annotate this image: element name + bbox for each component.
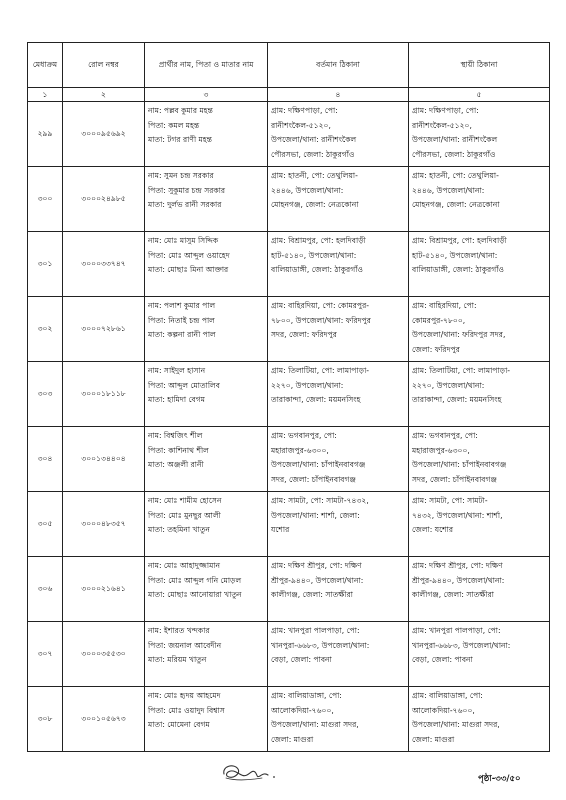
serial-number: ৩০১ — [28, 232, 63, 297]
column-number: ১ — [28, 88, 63, 102]
candidate-info-line: মাতা: তহমিনা খাতুন — [148, 525, 210, 534]
permanent-address — [409, 297, 550, 362]
present-address-line: আলোকদিয়া-৭৬০০, — [271, 705, 334, 715]
present-address-line: গ্রাম: তিলাটিয়া, পো: লামাপাড়া- — [271, 366, 370, 375]
present-address-line: গ্রাম: বাহিরদিয়া, পো: কোমরপুর- — [271, 301, 369, 310]
table-row — [28, 102, 550, 167]
table-row — [28, 427, 550, 492]
present-address-line: সদর, জেলা: ফরিদপুর — [271, 330, 337, 339]
header-serial: মেধাক্রম — [28, 43, 63, 88]
permanent-address — [409, 492, 550, 557]
roll-number: ৩০০১৩৪৪০৪ — [63, 427, 145, 492]
candidate-info — [145, 102, 268, 167]
present-address — [268, 297, 409, 362]
present-address — [268, 687, 409, 752]
present-address — [268, 557, 409, 622]
signature-mark — [216, 760, 278, 786]
present-address — [268, 167, 409, 232]
permanent-address-line: উপজেলা/থানা: মাগুরা সদর, — [412, 720, 500, 729]
present-address — [268, 232, 409, 297]
permanent-address-line: উপজেলা/থানা: চাঁপাইনবাবগঞ্জ — [412, 460, 507, 469]
permanent-address-line: সদর, জেলা: চাঁপাইনবাবগঞ্জ — [412, 474, 497, 484]
table-row — [28, 362, 550, 427]
candidate-info-line: মাতা: টগর রাণী মহন্ত — [148, 135, 212, 144]
header-roll: রোল নম্বর — [63, 43, 145, 88]
serial-number: ৩০৫ — [28, 492, 63, 557]
roll-number: ৩০০১০৫৬৭৩ — [63, 687, 145, 752]
roll-number: ৩০০০৩৫৫৩০ — [63, 622, 145, 687]
present-address-line: উপজেলা/থানা: রানীশংকৈল — [271, 135, 357, 144]
present-address-line: গ্রাম: বালিয়াডাঙ্গা, পো: — [271, 691, 342, 700]
permanent-address-line: ৭৪৩২, উপজেলা/থানা: শার্শা, — [412, 510, 503, 520]
present-address-line: বেড়া, জেলা: পাবনা — [271, 655, 332, 664]
table-row — [28, 492, 550, 557]
roll-number: ৩০০০৭২৮৬১ — [63, 297, 145, 362]
present-address-line: পৌরসভা, জেলা: ঠাকুরগাঁও — [271, 149, 355, 159]
candidate-info-line: পিতা: জয়নাল আবেদীন — [148, 640, 222, 650]
table-row — [28, 297, 550, 362]
candidate-info-line: নাম: পল্লব কুমার মহন্ত — [148, 106, 213, 115]
permanent-address-line: কালীগঞ্জ, জেলা: সাতক্ষীরা — [412, 590, 494, 599]
candidate-info-line: মাতা: মোমেনা বেগম — [148, 720, 210, 729]
candidate-info-line: মাতা: মরিয়ম খাতুন — [148, 655, 207, 664]
table-row — [28, 167, 550, 232]
candidate-info-line: নাম: পলাশ কুমার পাল — [148, 301, 216, 310]
present-address-line: রানীশংকৈল-৫১২০, — [271, 120, 331, 130]
present-address-line: জেলা: মাগুরা — [271, 734, 314, 744]
permanent-address-line: গ্রাম: তিলাটিয়া, পো: লামাপাড়া- — [412, 366, 511, 375]
permanent-address-line: রানীশংকৈল-৫১২০, — [412, 120, 472, 130]
present-address-line: গ্রাম: খানপুরা পালপাড়া, পো: — [271, 626, 360, 635]
table-row — [28, 622, 550, 687]
permanent-address-line: গ্রাম: খানপুরা পালপাড়া, পো: — [412, 626, 501, 635]
serial-number: ৩০৬ — [28, 557, 63, 622]
permanent-address-line: গ্রাম: বিশ্রামপুর, পো: হলদিবাড়ী — [412, 236, 507, 245]
permanent-address-line: গ্রাম: হাতনী, পো: তেথুলিয়া- — [412, 171, 499, 180]
present-address-line: শ্রীপুর-৯৪৪০, উপজেলা/থানা: — [271, 575, 364, 585]
candidate-info-line: মাতা: মোছাঃ মিনা আক্তার — [148, 265, 229, 274]
candidate-info-line: নাম: ইশারত খন্দকার — [148, 626, 210, 635]
present-address-line: গ্রাম: দক্ষিণ শ্রীপুর, পো: দক্ষিণ — [271, 561, 362, 570]
permanent-address-line: উপজেলা/থানা: ফরিদপুর সদর, — [412, 330, 506, 339]
serial-number: ৩০৪ — [28, 427, 63, 492]
candidate-info-line: মাতা: কল্পনা রানী পাল — [148, 330, 216, 339]
permanent-address-line: গ্রাম: বালিয়াডাঙ্গা, পো: — [412, 691, 483, 700]
column-number: ৫ — [409, 88, 550, 102]
present-address-line: গ্রাম: সামটা, পো: সামটা-৭৪৩২, — [271, 496, 369, 505]
present-address-line: মোহনগঞ্জ, জেলা: নেত্রকোনা — [271, 200, 359, 209]
permanent-address-line: জেলা: ফরিদপুর — [412, 344, 460, 354]
candidate-info — [145, 492, 268, 557]
candidate-info-line: পিতা: মোঃ আব্দুল ওয়াহেদ — [148, 250, 230, 260]
present-address-line: উপজেলা/থানা: মাগুরা সদর, — [271, 720, 359, 729]
permanent-address-line: আলোকদিয়া-৭৬০০, — [412, 705, 475, 715]
present-address-line: গ্রাম: ভগবানপুর, পো: — [271, 431, 337, 440]
present-address — [268, 102, 409, 167]
serial-number: ৩০০ — [28, 167, 63, 232]
permanent-address-line: বালিয়াডাঙ্গী, জেলা: ঠাকুরগাঁও — [412, 265, 504, 274]
permanent-address-line: কোমরপুর-৭৮০০, — [412, 315, 466, 325]
roll-number: ৩০০০২৪৯৮৫ — [63, 167, 145, 232]
roll-number: ৩০০০১৮১১৮ — [63, 362, 145, 427]
present-address — [268, 427, 409, 492]
permanent-address-line: গ্রাম: দক্ষিণপাড়া, পো: — [412, 106, 479, 115]
present-address-line: তারাকান্দা, জেলা: ময়মনসিংহ — [271, 395, 361, 404]
permanent-address-line: শ্রীপুর-৯৪৪০, উপজেলা/থানা: — [412, 575, 505, 585]
present-address-line: যশোর — [271, 525, 290, 534]
candidate-info-line: মাতা: অঞ্জলী রানী — [148, 460, 204, 469]
candidate-info-line: পিতা: সুকুমার চন্দ্র সরকার — [148, 185, 226, 195]
serial-number: ৩০৮ — [28, 687, 63, 752]
present-address — [268, 362, 409, 427]
present-address-line: উপজেলা/থানা: শার্শা, জেলা: — [271, 510, 360, 520]
candidate-info-line: পিতা: নিতাই চন্দ্র পাল — [148, 315, 215, 325]
permanent-address-line: ২২৭০, উপজেলা/থানা: — [412, 380, 485, 390]
candidate-info-line: পিতা: কাশিনাথ শীল — [148, 445, 209, 455]
roll-number: ৩০০০২১৬৪১ — [63, 557, 145, 622]
candidate-info — [145, 622, 268, 687]
permanent-address — [409, 557, 550, 622]
present-address-line: গ্রাম: হাতনী, পো: তেথুলিয়া- — [271, 171, 358, 180]
candidate-info — [145, 557, 268, 622]
candidate-info — [145, 427, 268, 492]
candidate-info-line: পিতা: আব্দুল মোতালিব — [148, 380, 220, 390]
permanent-address-line: গ্রাম: সামটা, পো: সামটা- — [412, 496, 488, 505]
permanent-address-line: খানপুরা-৬৬৮৩, উপজেলা/থানা: — [412, 640, 511, 650]
candidate-info-line: পিতা: মোঃ মুনছুর আলী — [148, 510, 221, 520]
permanent-address — [409, 362, 550, 427]
present-address-line: গ্রাম: বিশ্রামপুর, পো: হলদিবাড়ী — [271, 236, 366, 245]
present-address-line: ২৪৪৬, উপজেলা/থানা: — [271, 185, 344, 195]
permanent-address-line: উপজেলা/থানা: রানীশংকৈল — [412, 135, 498, 144]
serial-number: ৩০৩ — [28, 362, 63, 427]
candidate-info-line: নাম: মোঃ হৃদয় আহমেদ — [148, 691, 221, 700]
serial-number: ৩০৭ — [28, 622, 63, 687]
candidate-info-line: নাম: মোঃ মাসুম সিদ্দিক — [148, 236, 219, 245]
roll-number: ৩০০০৪৮৩৫৭ — [63, 492, 145, 557]
permanent-address-line: গ্রাম: বাহিরদিয়া, পো: — [412, 301, 477, 310]
column-number: ৪ — [268, 88, 409, 102]
present-address-line: হাট-৫১৪০, উপজেলা/থানা: — [271, 250, 357, 260]
roll-number: ৩০০০৯৫৬৯২ — [63, 102, 145, 167]
permanent-address-line: মহারাজপুর-৬৩০০, — [412, 445, 470, 455]
permanent-address-line: গ্রাম: ভগবানপুর, পো: — [412, 431, 478, 440]
permanent-address — [409, 427, 550, 492]
column-number: ২ — [63, 88, 145, 102]
candidate-info — [145, 232, 268, 297]
header-permanent-address: স্থায়ী ঠিকানা — [409, 43, 550, 88]
candidate-table — [27, 42, 550, 752]
permanent-address-line: হাট-৫১৪০, উপজেলা/থানা: — [412, 250, 498, 260]
permanent-address-line: তারাকান্দা, জেলা: ময়মনসিংহ — [412, 395, 502, 404]
present-address-line: গ্রাম: দক্ষিণপাড়া, পো: — [271, 106, 338, 115]
header-present-address: বর্তমান ঠিকানা — [268, 43, 409, 88]
permanent-address — [409, 232, 550, 297]
table-row — [28, 232, 550, 297]
candidate-info-line: নাম: সুমন চন্দ্র সরকার — [148, 171, 214, 180]
permanent-address-line: বেড়া, জেলা: পাবনা — [412, 655, 473, 664]
permanent-address — [409, 102, 550, 167]
permanent-address-line: গ্রাম: দক্ষিণ শ্রীপুর, পো: দক্ষিণ — [412, 561, 503, 570]
column-number: ৩ — [145, 88, 268, 102]
candidate-info — [145, 167, 268, 232]
candidate-info-line: পিতা: মোঃ ওয়াদুদ বিশ্বাস — [148, 705, 225, 715]
present-address — [268, 622, 409, 687]
present-address-line: খানপুরা-৬৬৮৩, উপজেলা/থানা: — [271, 640, 370, 650]
column-number-row — [28, 88, 550, 102]
present-address-line: মহারাজপুর-৬৩০০, — [271, 445, 329, 455]
candidate-info-line: মাতা: মোছাঃ আনোয়ারা খাতুন — [148, 590, 242, 599]
present-address-line: বালিয়াডাঙ্গী, জেলা: ঠাকুরগাঁও — [271, 265, 363, 274]
present-address — [268, 492, 409, 557]
permanent-address-line: জেলা: যশোর — [412, 525, 454, 534]
present-address-line: ৭৮০০, উপজেলা/থানা: ফরিদপুর — [271, 315, 371, 325]
candidate-info-line: নাম: বিশ্বজিৎ শীল — [148, 431, 203, 440]
permanent-address-line: জেলা: মাগুরা — [412, 734, 455, 744]
roll-number: ৩০০০৩৩৭৪৭ — [63, 232, 145, 297]
present-address-line: উপজেলা/থানা: চাঁপাইনবাবগঞ্জ — [271, 460, 366, 469]
present-address-line: কালীগঞ্জ, জেলা: সাতক্ষীরা — [271, 590, 353, 599]
candidate-info-line: নাম: মোঃ আহাদুজ্জামান — [148, 561, 221, 570]
candidate-info-line: পিতা: কমল মহন্ত — [148, 120, 200, 130]
permanent-address — [409, 687, 550, 752]
present-address-line: ২২৭০, উপজেলা/থানা: — [271, 380, 344, 390]
candidate-info-line: নাম: সাইদুল হাসান — [148, 366, 206, 375]
table-row — [28, 557, 550, 622]
candidate-info-line: মাতা: হামিদা বেগম — [148, 395, 205, 404]
table-row — [28, 687, 550, 752]
permanent-address — [409, 167, 550, 232]
candidate-info-line: পিতা: মোঃ আব্দুল গনি মোড়ল — [148, 575, 242, 585]
serial-number: ৩০২ — [28, 297, 63, 362]
page-number: পৃষ্ঠা-৩৩/৫০ — [478, 774, 521, 784]
candidate-info — [145, 687, 268, 752]
permanent-address-line: মোহনগঞ্জ, জেলা: নেত্রকোনা — [412, 200, 500, 209]
permanent-address — [409, 622, 550, 687]
candidate-info-line: মাতা: দুর্লভ রানী সরকার — [148, 200, 222, 209]
serial-number: ২৯৯ — [28, 102, 63, 167]
header-row — [28, 43, 550, 88]
candidate-info-line: নাম: মোঃ শামীম হোসেন — [148, 496, 222, 505]
header-name: প্রার্থীর নাম, পিতা ও মাতার নাম — [145, 43, 268, 88]
candidate-info — [145, 362, 268, 427]
permanent-address-line: পৌরসভা, জেলা: ঠাকুরগাঁও — [412, 149, 496, 159]
permanent-address-line: ২৪৪৬, উপজেলা/থানা: — [412, 185, 485, 195]
candidate-info — [145, 297, 268, 362]
present-address-line: সদর, জেলা: চাঁপাইনবাবগঞ্জ — [271, 474, 356, 484]
